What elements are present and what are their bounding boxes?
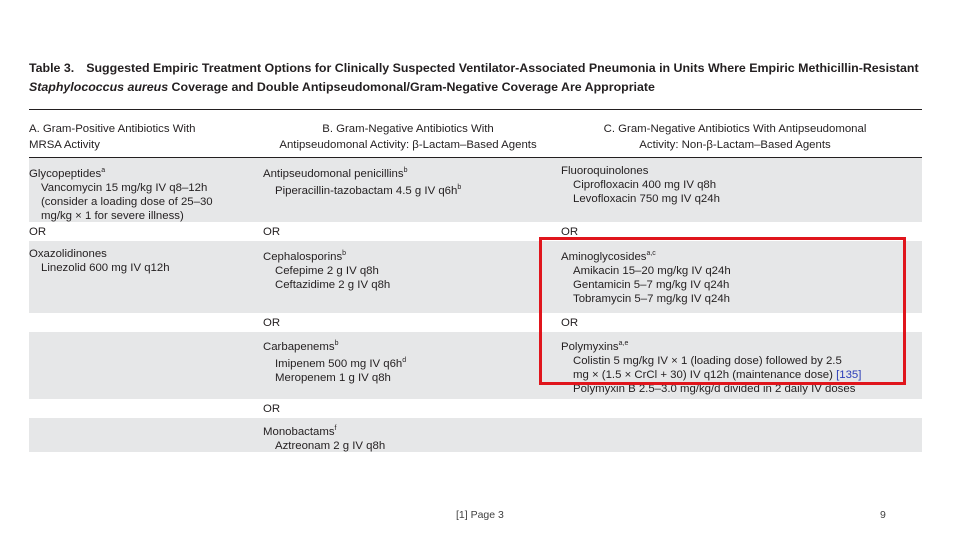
table-label: Table 3.	[29, 61, 75, 75]
or-label: OR	[263, 317, 281, 329]
cell-fluoroquinolones	[561, 164, 916, 206]
drug-item: Aztreonam 2 g IV q8h	[275, 440, 386, 452]
or-label: OR	[263, 403, 281, 415]
drug-item: mg/kg × 1 for severe illness)	[41, 210, 184, 222]
drug-class: Cephalosporins$^b$	[263, 250, 347, 263]
drug-class: Carbapenems$^b$	[263, 340, 339, 353]
drug-item: (consider a loading dose of 25–30	[41, 196, 213, 208]
drug-item: Amikacin 15–20 mg/kg IV q24h	[573, 265, 731, 277]
drug-item: Tobramycin 5–7 mg/kg IV q24h	[573, 293, 731, 305]
drug-item: Cefepime 2 g IV q8h	[275, 265, 379, 277]
cell-cephalosporins	[263, 247, 553, 292]
title-line-1	[29, 59, 924, 78]
cell-antipseudomonal-penicillins	[263, 164, 553, 198]
drug-class: Polymyxins$^{a,e}$	[561, 340, 629, 353]
drug-class: Oxazolidinones	[29, 248, 107, 260]
title-line-2	[29, 78, 924, 97]
source-citation: [1] Page 3	[456, 509, 504, 521]
page-number: 9	[880, 509, 886, 521]
drug-item: Piperacillin-tazobactam 4.5 g IV $q6h^b$	[275, 184, 462, 197]
header-c-line2: Activity: Non-β-Lactam–Based Agents	[639, 139, 831, 151]
header-column-a	[29, 121, 259, 153]
or-row	[29, 399, 922, 418]
drug-class: Aminoglycosides$^{a,c}$	[561, 250, 656, 263]
drug-item: mg × (1.5 × CrCl + 30) IV q12h (maintenance dose) [135]	[573, 369, 862, 381]
drug-item: Imipenem 500 mg IV $q6h^d$	[275, 357, 407, 370]
cell-carbapenems	[263, 337, 553, 385]
or-label: OR	[263, 226, 281, 238]
reference-link[interactable]: [135]	[836, 369, 862, 381]
header-a-line2: MRSA Activity	[29, 139, 100, 151]
or-label: OR	[561, 317, 579, 329]
table-header	[29, 117, 922, 157]
drug-item: Vancomycin 15 mg/kg IV q8–12h	[41, 182, 208, 194]
drug-class: Fluoroquinolones	[561, 165, 649, 177]
table-row	[29, 158, 922, 222]
highlight-box	[539, 237, 906, 385]
drug-class: Monobactams$^f$	[263, 425, 337, 438]
table-title	[29, 59, 924, 97]
header-a-line1: A. Gram-Positive Antibiotics With	[29, 123, 196, 135]
drug-item: Ciprofloxacin 400 mg IV q8h	[573, 179, 717, 191]
drug-item: Linezolid 600 mg IV q12h	[41, 262, 170, 274]
title-text-continued: Coverage and Double Antipseudomonal/Gram-Negative Coverage Are Appropriate	[168, 80, 655, 94]
title-organism: Staphylococcus aureus	[29, 80, 169, 94]
drug-item: Colistin 5 mg/kg IV × 1 (loading dose) followed by 2.5	[573, 355, 842, 367]
or-label: OR	[561, 226, 579, 238]
header-column-c	[565, 121, 905, 153]
header-b-line2: Antipseudomonal Activity: β-Lactam–Based Agents	[279, 139, 537, 151]
drug-class: Antipseudomonal penicillins$^b$	[263, 167, 408, 180]
drug-item: Meropenem 1 g IV q8h	[275, 372, 391, 384]
header-c-line1: C. Gram-Negative Antibiotics With Antipseudomonal	[603, 123, 867, 135]
drug-item: Gentamicin 5–7 mg/kg IV q24h	[573, 279, 730, 291]
header-b-line1: B. Gram-Negative Antibiotics With	[322, 123, 494, 135]
drug-item: Polymyxin B 2.5–3.0 mg/kg/d divided in 2 daily IV doses	[573, 383, 856, 395]
title-text: Suggested Empiric Treatment Options for Clinically Suspected Ventilator-Associated Pneumonia in Units Where Empiric Methicillin-Resistant	[86, 61, 919, 75]
drug-item: Ceftazidime 2 g IV q8h	[275, 279, 391, 291]
header-column-b	[263, 121, 553, 153]
table-row	[29, 418, 922, 452]
cell-monobactams	[263, 422, 553, 453]
cell-glycopeptides	[29, 164, 257, 223]
title-rule	[29, 109, 922, 110]
or-label: OR	[29, 226, 47, 238]
drug-class: Glycopeptides$^a$	[29, 167, 106, 180]
cell-oxazolidinones	[29, 247, 257, 275]
drug-item: Levofloxacin 750 mg IV q24h	[573, 193, 720, 205]
